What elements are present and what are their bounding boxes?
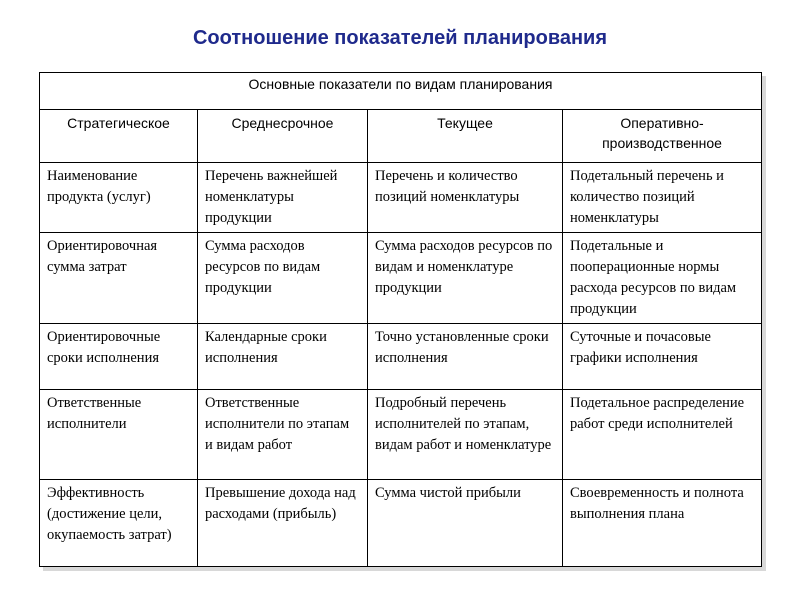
column-header-current: Текущее bbox=[368, 110, 563, 163]
page-title: Соотношение показателей планирования bbox=[192, 27, 608, 49]
table-cell: Сумма расходов ресурсов по видам продукции bbox=[198, 233, 368, 324]
table-cell: Подетальный перечень и количество позиций номенклатуры bbox=[563, 163, 762, 233]
table-cell: Подетальные и пооперационные нормы расхода ресурсов по видам продукции bbox=[563, 233, 762, 324]
table-cell: Ориентировочная сумма затрат bbox=[40, 233, 198, 324]
table-caption: Основные показатели по видам планирования bbox=[40, 73, 762, 110]
table-cell: Перечень и количество позиций номенклатуры bbox=[368, 163, 563, 233]
table-cell: Сумма чистой прибыли bbox=[368, 480, 563, 567]
column-header-strategic: Стратегическое bbox=[40, 110, 198, 163]
table-row bbox=[40, 233, 762, 324]
column-header-operational: Оперативно-производственное bbox=[563, 110, 762, 163]
table-cell: Перечень важнейшей номенклатуры продукции bbox=[198, 163, 368, 233]
table-cell: Подробный перечень исполнителей по этапам, видам работ и номенклатуре bbox=[368, 390, 563, 480]
table-cell: Календарные сроки исполнения bbox=[198, 324, 368, 390]
table-cell: Подетальное распределение работ среди исполнителей bbox=[563, 390, 762, 480]
table-cell: Точно установленные сроки исполнения bbox=[368, 324, 563, 390]
table-cell: Ориентировочные сроки исполнения bbox=[40, 324, 198, 390]
table-cell: Эффективность (достижение цели, окупаемость затрат) bbox=[40, 480, 198, 567]
planning-indicators-table bbox=[39, 72, 762, 567]
header-row bbox=[40, 110, 762, 163]
table-cell: Ответственные исполнители bbox=[40, 390, 198, 480]
table-cell: Превышение дохода над расходами (прибыль) bbox=[198, 480, 368, 567]
table-cell: Наименование продукта (услуг) bbox=[40, 163, 198, 233]
table-cell: Суточные и почасовые графики исполнения bbox=[563, 324, 762, 390]
table-row bbox=[40, 324, 762, 390]
table-row bbox=[40, 390, 762, 480]
table-cell: Ответственные исполнители по этапам и видам работ bbox=[198, 390, 368, 480]
table-row bbox=[40, 480, 762, 567]
table-cell: Сумма расходов ресурсов по видам и номенклатуре продукции bbox=[368, 233, 563, 324]
column-header-medium-term: Среднесрочное bbox=[198, 110, 368, 163]
table-row bbox=[40, 163, 762, 233]
table-cell: Своевременность и полнота выполнения плана bbox=[563, 480, 762, 567]
